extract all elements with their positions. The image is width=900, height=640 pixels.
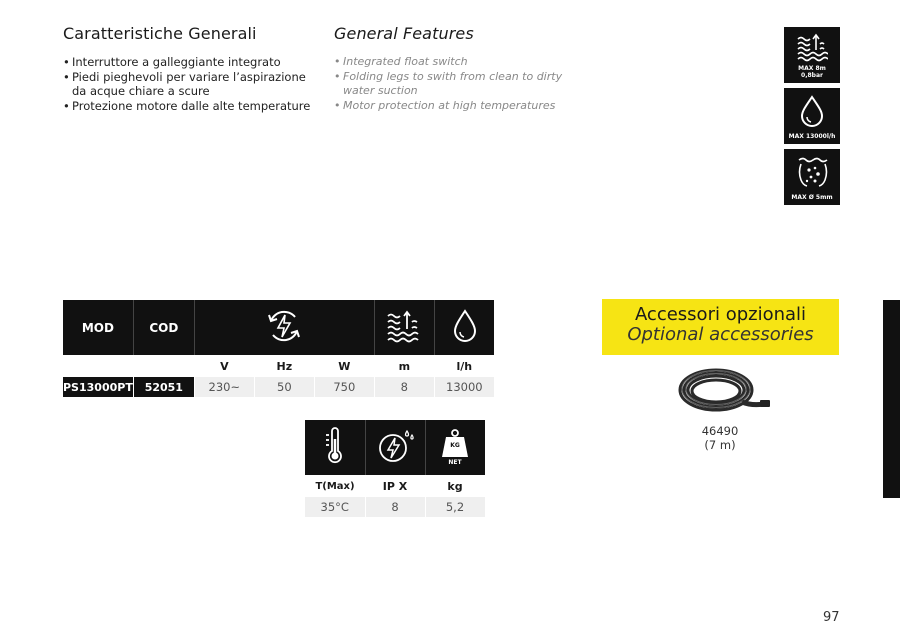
thermometer-icon	[323, 427, 347, 465]
water-level-icon	[386, 309, 422, 343]
unit-label: W	[338, 359, 351, 373]
weight-header	[425, 420, 485, 475]
feature-item: • Interruttore a galleggiante integrato	[63, 55, 313, 70]
ip-protection-icon	[374, 427, 416, 465]
feature-item: • Integrated float switch	[334, 55, 574, 70]
article-code: 52051	[133, 377, 194, 397]
power-header	[194, 300, 374, 355]
unit-label: m	[398, 359, 411, 373]
accessory-code	[680, 424, 760, 452]
weight-icon	[438, 427, 472, 465]
spec-badges	[784, 27, 840, 210]
ip-value: 8	[365, 497, 425, 517]
particles-icon	[796, 155, 830, 189]
unit-label: l/h	[456, 359, 473, 373]
badge-caption: MAX Ø 5mm	[791, 194, 833, 201]
flow-value: 13000	[434, 377, 494, 397]
features-title-en: General Features	[334, 24, 474, 43]
mod-header: MOD	[63, 300, 133, 355]
water-drop-icon	[796, 94, 828, 128]
badge-caption: 0,8bar	[801, 72, 823, 79]
weight-icon-net-text: NET	[448, 459, 462, 465]
max-temperature-value: 35°C	[305, 497, 365, 517]
power-value: 750	[314, 377, 374, 397]
water-level-icon	[796, 33, 828, 63]
head-header	[374, 300, 434, 355]
badge-caption: MAX 8m	[798, 65, 826, 72]
hose-image	[672, 362, 772, 420]
features-english	[334, 24, 574, 113]
spec-table-main	[63, 300, 495, 397]
page-number: 97	[823, 610, 840, 625]
accessories-banner	[602, 299, 839, 355]
unit-label: kg	[447, 479, 463, 493]
voltage-value: 230~	[194, 377, 254, 397]
temperature-header	[305, 420, 365, 475]
max-flow-badge	[784, 88, 840, 144]
accessories-title-en: Optional accessories	[627, 324, 814, 345]
accessories-title-it: Accessori opzionali	[634, 304, 807, 325]
weight-value: 5,2	[425, 497, 485, 517]
head-value: 8	[374, 377, 434, 397]
frequency-value: 50	[254, 377, 314, 397]
features-title-it: Caratteristiche Generali	[63, 24, 257, 43]
features-italian	[63, 24, 313, 113]
cod-header: COD	[133, 300, 194, 355]
accessory-code-number: 46490	[701, 424, 739, 438]
feature-item: • Piedi pieghevoli per variare l’aspirazione da acque chiare a scure	[63, 70, 313, 99]
unit-label: T(Max)	[315, 480, 355, 492]
weight-icon-kg-text: KG	[450, 442, 461, 449]
unit-label: V	[220, 359, 229, 373]
water-drop-icon	[450, 308, 480, 344]
feature-item: • Motor protection at high temperatures	[334, 99, 574, 114]
unit-label: Hz	[276, 359, 293, 373]
section-tab-marker	[883, 300, 900, 498]
spec-table-secondary	[305, 420, 486, 517]
max-head-badge	[784, 27, 840, 83]
feature-item: • Protezione motore dalle alte temperature	[63, 99, 313, 114]
electric-power-icon	[265, 307, 303, 345]
ip-header	[365, 420, 425, 475]
model-code: PS13000PT	[63, 377, 133, 397]
feature-item: • Folding legs to swith from clean to dirty water suction	[334, 70, 574, 99]
unit-label: IP X	[382, 479, 408, 493]
max-particle-badge	[784, 149, 840, 205]
accessory-length: (7 m)	[704, 438, 736, 452]
badge-caption: MAX 13000l/h	[788, 133, 836, 140]
flow-header	[434, 300, 494, 355]
